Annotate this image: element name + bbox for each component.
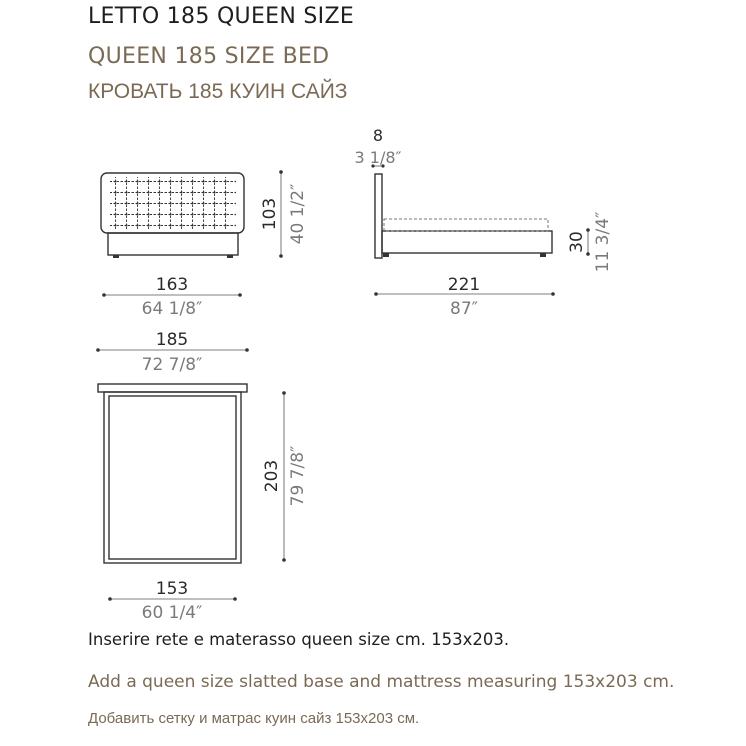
front-width-cm: 163 [155, 275, 189, 295]
side-height-in: 11 3/4″ [593, 211, 613, 273]
side-frame [382, 231, 552, 253]
note-english: Add a queen size slatted base and mattress measuring 153x203 cm. [88, 672, 675, 692]
title-english: QUEEN 185 SIZE BED [88, 44, 330, 69]
title-italian: LETTO 185 QUEEN SIZE [88, 4, 355, 29]
side-length-in: 87″ [450, 299, 478, 319]
title-russian: КРОВАТЬ 185 КУИН САЙЗ [88, 80, 348, 103]
note-russian: Добавить сетку и матрас куин сайз 153x203 см. [88, 710, 420, 727]
side-thickness-in: 3 1/8″ [354, 148, 402, 167]
top-frame-inner [109, 396, 236, 559]
front-view [101, 170, 283, 297]
top-overall-width-cm: 185 [155, 330, 189, 350]
side-foot-right [540, 253, 546, 257]
front-foot-left [113, 255, 119, 258]
side-view [371, 164, 589, 295]
side-height-cm: 30 [567, 231, 587, 253]
side-length-cm: 221 [447, 275, 481, 295]
top-length-in: 79 7/8″ [288, 445, 308, 507]
top-overall-width-in: 72 7/8″ [141, 355, 203, 375]
front-height-in: 40 1/2″ [288, 183, 308, 245]
top-length-cm: 203 [262, 459, 282, 493]
side-mattress-outline [384, 219, 548, 231]
note-italian: Inserire rete e materasso queen size cm. 153x203. [88, 630, 510, 649]
side-thickness-cm: 8 [372, 126, 384, 145]
top-headboard [98, 384, 247, 392]
top-inner-width-in: 60 1/4″ [141, 603, 203, 623]
side-foot-left [383, 253, 389, 257]
front-foot-right [227, 255, 233, 258]
top-frame-outer [104, 392, 241, 563]
front-width-in: 64 1/8″ [141, 299, 203, 319]
side-headboard [375, 174, 382, 258]
headboard-tufting [110, 177, 236, 230]
top-view [96, 348, 286, 601]
top-inner-width-cm: 153 [155, 579, 189, 599]
bed-frame-front [108, 233, 238, 255]
front-height-cm: 103 [260, 197, 280, 231]
